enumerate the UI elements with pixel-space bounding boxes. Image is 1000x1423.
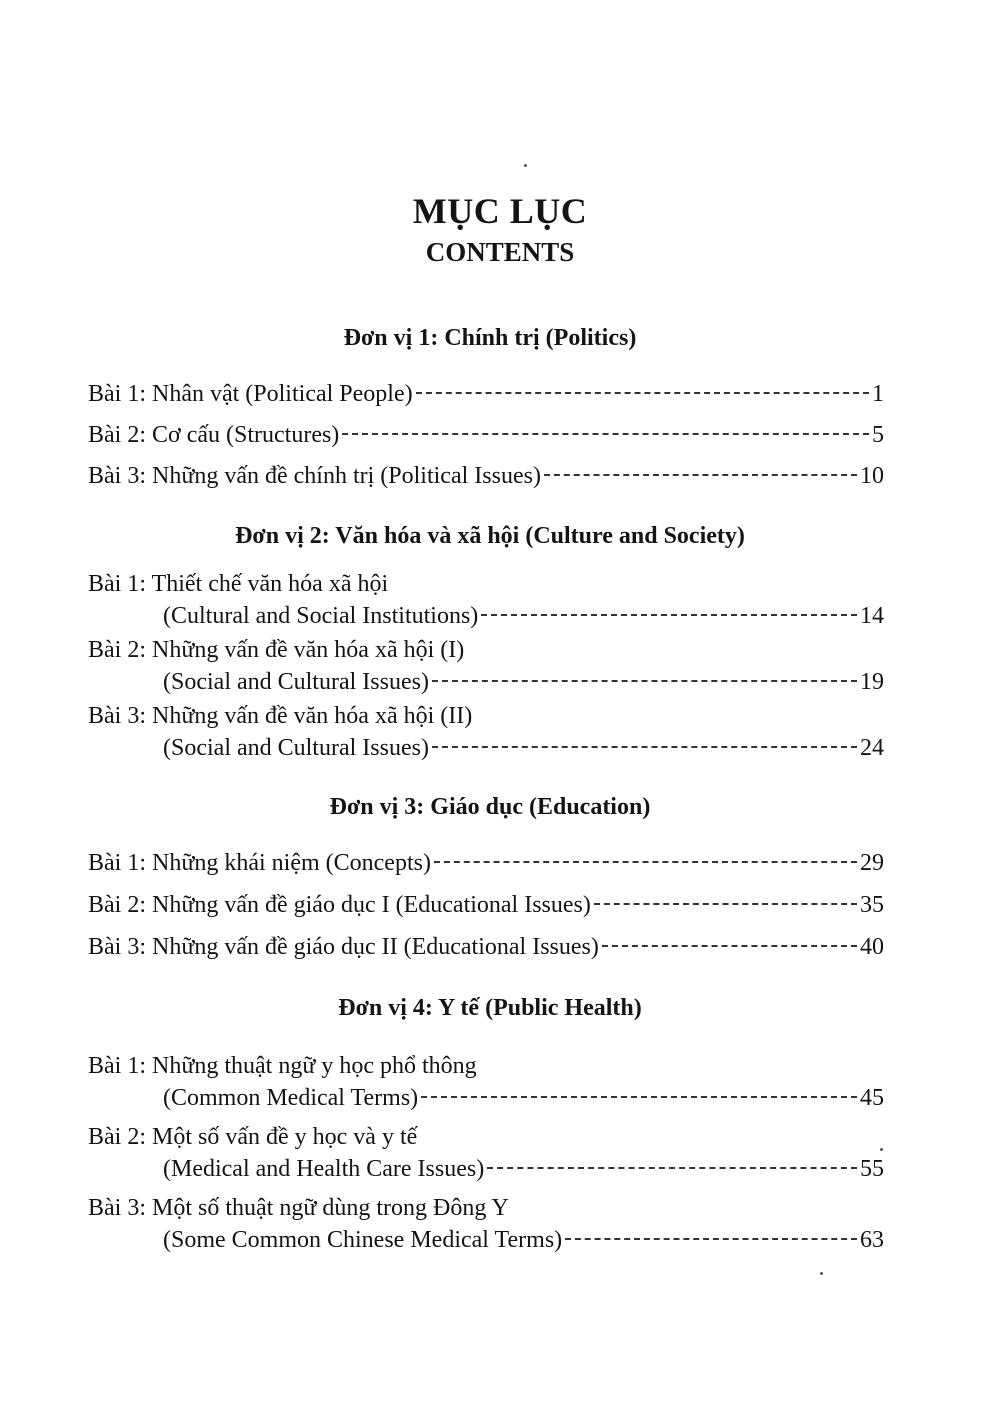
lesson-label: Bài 1: Thiết chế văn hóa xã hội — [88, 571, 389, 597]
toc-row — [88, 460, 884, 492]
unit-3-title: Đơn vị 3: Giáo dục (Education) — [329, 794, 651, 820]
lesson-english-label: (Cultural and Social Institutions) — [163, 603, 479, 629]
lesson-english-label: (Some Common Chinese Medical Terms) — [163, 1227, 563, 1253]
lesson-label: Bài 3: Một số thuật ngữ dùng trong Đông Y — [88, 1195, 509, 1221]
toc-row — [88, 378, 884, 410]
lesson-label: Bài 2: Những vấn đề giáo dục I (Educational Issues) — [88, 892, 591, 918]
dot-leader — [432, 680, 857, 682]
toc-subrow — [88, 666, 884, 698]
page-number: 45 — [860, 1085, 884, 1111]
lesson-label: Bài 3: Những vấn đề chính trị (Political Issues) — [88, 463, 541, 489]
page-number: 29 — [860, 850, 884, 876]
toc-row — [88, 1192, 884, 1224]
dot-leader — [602, 945, 857, 947]
page-number: 10 — [860, 463, 884, 489]
toc-row — [88, 634, 884, 666]
toc-entry-unit1-lesson2 — [88, 419, 884, 451]
toc-entry-unit2-lesson3 — [88, 700, 884, 764]
toc-entry-unit1-lesson3 — [88, 460, 884, 492]
page-number: 55 — [860, 1156, 884, 1182]
dot-leader — [416, 392, 869, 394]
unit-1-title: Đơn vị 1: Chính trị (Politics) — [343, 325, 637, 351]
toc-subrow — [88, 1224, 884, 1256]
toc-entry-unit2-lesson2 — [88, 634, 884, 698]
toc-row — [88, 700, 884, 732]
lesson-label: Bài 2: Cơ cấu (Structures) — [88, 422, 340, 448]
lesson-label: Bài 1: Những thuật ngữ y học phổ thông — [88, 1053, 477, 1079]
toc-entry-unit3-lesson2 — [88, 889, 884, 921]
page-number: 5 — [872, 422, 884, 448]
toc-row — [88, 847, 884, 879]
toc-entry-unit4-lesson3 — [88, 1192, 884, 1256]
toc-row — [88, 419, 884, 451]
dot-leader — [487, 1167, 857, 1169]
toc-entry-unit3-lesson1 — [88, 847, 884, 879]
lesson-label: Bài 3: Những vấn đề giáo dục II (Educational Issues) — [88, 934, 599, 960]
lesson-label: Bài 3: Những vấn đề văn hóa xã hội (II) — [88, 703, 473, 729]
lesson-english-label: (Medical and Health Care Issues) — [163, 1156, 485, 1182]
dot-leader — [421, 1096, 857, 1098]
dot-leader — [434, 861, 857, 863]
lesson-english-label: (Social and Cultural Issues) — [163, 735, 429, 761]
toc-entry-unit1-lesson1 — [88, 378, 884, 410]
toc-entry-unit4-lesson2 — [88, 1121, 884, 1185]
dot-leader — [544, 474, 857, 476]
page-number: 63 — [860, 1227, 884, 1253]
lesson-label: Bài 1: Những khái niệm (Concepts) — [88, 850, 431, 876]
toc-row — [88, 1050, 884, 1082]
page-number: 24 — [860, 735, 884, 761]
toc-subrow — [88, 1153, 884, 1185]
toc-entry-unit4-lesson1 — [88, 1050, 884, 1114]
dot-leader — [432, 746, 857, 748]
page-number: 14 — [860, 603, 884, 629]
contents-title-english: CONTENTS — [425, 237, 575, 267]
page-number: 35 — [860, 892, 884, 918]
scan-speck — [820, 1272, 823, 1275]
toc-row — [88, 1121, 884, 1153]
toc-entry-unit2-lesson1 — [88, 568, 884, 632]
toc-entry-unit3-lesson3 — [88, 931, 884, 963]
dot-leader — [594, 903, 857, 905]
lesson-label: Bài 2: Những vấn đề văn hóa xã hội (I) — [88, 637, 465, 663]
page-number: 1 — [872, 381, 884, 407]
lesson-english-label: (Social and Cultural Issues) — [163, 669, 429, 695]
lesson-label: Bài 1: Nhân vật (Political People) — [88, 381, 413, 407]
dot-leader — [565, 1238, 857, 1240]
unit-2-title: Đơn vị 2: Văn hóa và xã hội (Culture and Society) — [235, 523, 745, 549]
lesson-english-label: (Common Medical Terms) — [163, 1085, 419, 1111]
page-number: 40 — [860, 934, 884, 960]
scan-speck — [524, 164, 527, 167]
dot-leader — [342, 433, 869, 435]
toc-subrow — [88, 600, 884, 632]
lesson-label: Bài 2: Một số vấn đề y học và y tế — [88, 1124, 418, 1150]
toc-row — [88, 889, 884, 921]
toc-subrow — [88, 732, 884, 764]
toc-row — [88, 568, 884, 600]
toc-row — [88, 931, 884, 963]
toc-subrow — [88, 1082, 884, 1114]
dot-leader — [481, 614, 857, 616]
contents-title-vietnamese: MỤC LỤC — [412, 191, 588, 231]
unit-4-title: Đơn vị 4: Y tế (Public Health) — [338, 995, 642, 1021]
page-number: 19 — [860, 669, 884, 695]
